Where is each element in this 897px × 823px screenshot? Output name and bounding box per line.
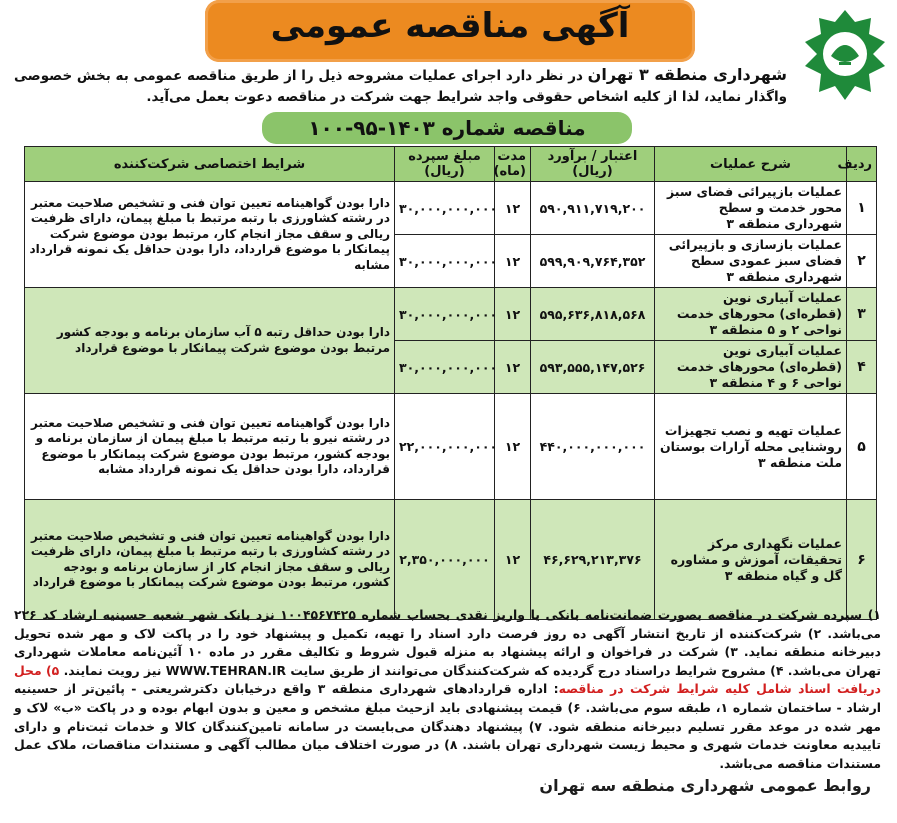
col-row: ردیف [847, 147, 877, 182]
table-row: ۲ عملیات بازسازی و بازپیرائی فضای سبز عمودی سطح شهرداری منطقه ۳ ۵۹۹,۹۰۹,۷۶۴,۳۵۲ ۱۲ ۳۰,۰۰۰,۰۰۰,۰۰۰ [25, 235, 877, 288]
signature: روابط عمومی شهرداری منطقه سه تهران [539, 776, 871, 795]
table-row: ۶ عملیات نگهداری مرکز تحقیقات، آموزش و مشاوره گل و گیاه منطقه ۳ ۴۶,۶۲۹,۲۱۳,۳۷۶ ۱۲ ۲,۳۵۰,۰۰۰,۰۰۰ دارا بودن گواهینامه تعیین توان فنی و تشخیص صلاحیت معتبر در رشته کشاورزی با رتبه مرتبط با مبلغ پیمان، دارای ظرفیت ریالی و سقف مجاز انجام کار از سازمان برنامه و بودجه کشور، مرتبط بودن موضوع شرکت پیمانکار با موضوع قرارداد [25, 500, 877, 620]
col-ops: شرح عملیات [655, 147, 847, 182]
requirements-group-1: دارا بودن گواهینامه تعیین توان فنی و تشخیص صلاحیت معتبر در رشته کشاورزی با رتبه مرتبط با مبلغ پیمان، دارای ظرفیت ریالی و سقف مجاز انجام کار، مرتبط بودن موضوع شرکت پیمانکار با موضوع قرارداد، دارا بودن حداقل یک نمونه قرارداد مشابه [25, 182, 395, 288]
table-header-row [25, 147, 877, 182]
col-deposit: مبلغ سپرده (ریال) [395, 147, 495, 182]
intro-lead: شهرداری منطقه ۳ تهران [587, 65, 787, 84]
notes-paragraph: ۱) سپرده شرکت در مناقصه بصورت ضمانت‌نامه بانکی یا واریز نقدی بحساب شماره ۱۰۰۴۵۶۷۴۲۵ نزد بانک شهر شعبه حسینیه ارشاد کد ۲۲۶ می‌باشد. ۲) شرکت‌کننده از تاریخ انتشار آگهی ده روز فرصت دارد اسناد را تهیه، تکمیل و پیشنهاد خود را در پاکت لاک و مهر شده تحویل دبیرخانه منطقه نماید. ۳) شرکت در فراخوان و ارائه پیشنهاد به منزله قبول شروط و تکالیف مقرر در ماده ۱۰ آئین‌نامه معاملات شهرداری تهران می‌باشد. ۴) مشروح شرایط دراسناد درج گردیده که شرکت‌کنندگان می‌توانند از طریق سایت WWW.TEHRAN.IR نیز رویت نمایند. ۵) محل دریافت اسناد شامل کلیه شرایط شرکت در مناقصه: اداره قراردادهای شهرداری منطقه ۳ واقع درخیابان دکترشریعتی - پائین‌تر از حسینیه ارشاد - ساختمان شماره ۱، طبقه سوم می‌باشد. ۶) قیمت پیشنهادی باید ازحیث مبلغ مشخص و معین و بدون ابهام بوده و در پاکت «ب» لاک و مهر شده در موعد مقرر تسلیم دبیرخانه منطقه شود. ۷) پیشنهاد دهندگان می‌بایست در سامانه تامین‌کنندگان کالا و خدمات ثبت‌نام و دارای تاییدیه معاونت خدمات شهری و محیط زیست شهرداری تهران باشند. ۸) در صورت اختلاف میان مطالب آگهی و مستندات مناقصات، ملاک عمل مستندات مناقصه می‌باشد. [14, 607, 881, 771]
intro-text: در نظر دارد اجرای عملیات مشروحه ذیل را از طریق مناقصه عمومی به بخش خصوصی واگذار نماید، لذا از کلیه اشخاص حقوقی واجد شرایط جهت شرکت در مناقصه دعوت بعمل می‌آید. [14, 68, 787, 105]
col-requirements: شرایط اختصاصی شرکت‌کننده [25, 147, 395, 182]
table-row: ۵ عملیات تهیه و نصب تجهیزات روشنایی محله آرارات بوستان ملت منطقه ۳ ۴۴۰,۰۰۰,۰۰۰,۰۰۰ ۱۲ ۲۲,۰۰۰,۰۰۰,۰۰۰ دارا بودن گواهینامه تعیین توان فنی و تشخیص صلاحیت معتبر در رشته نیرو با رتبه مرتبط با مبلغ پیمان از سازمان برنامه و بودجه کشور، مرتبط بودن موضوع شرکت پیمانکار با موضوع قرارداد، دارا بودن حداقل یک نمونه قرارداد مشابه [25, 394, 877, 500]
requirements-group-4: دارا بودن گواهینامه تعیین توان فنی و تشخیص صلاحیت معتبر در رشته کشاورزی با رتبه مرتبط با مبلغ پیمان، دارای ظرفیت ریالی و سقف مجاز انجام کار از سازمان برنامه و بودجه کشور، مرتبط بودن موضوع شرکت پیمانکار با موضوع قرارداد [25, 500, 395, 620]
table-row: ۱ عملیات بازپیرائی فضای سبز محور خدمت و سطح شهرداری منطقه ۳ ۵۹۰,۹۱۱,۷۱۹,۲۰۰ ۱۲ ۳۰,۰۰۰,۰۰۰,۰۰۰ دارا بودن گواهینامه تعیین توان فنی و تشخیص صلاحیت معتبر در رشته کشاورزی با رتبه مرتبط با مبلغ پیمان، دارای ظرفیت ریالی و سقف مجاز انجام کار، مرتبط بودن موضوع شرکت پیمانکار با موضوع قرارداد، دارا بودن حداقل یک نمونه قرارداد مشابه [25, 182, 877, 235]
documents-location-highlight: ۵) محل دریافت اسناد شامل کلیه شرایط شرکت در مناقصه [14, 662, 881, 697]
requirements-group-3: دارا بودن گواهینامه تعیین توان فنی و تشخیص صلاحیت معتبر در رشته نیرو با رتبه مرتبط با مبلغ پیمان از سازمان برنامه و بودجه کشور، مرتبط بودن موضوع شرکت پیمانکار با موضوع قرارداد، دارا بودن حداقل یک نمونه قرارداد مشابه [25, 394, 395, 500]
table-row: ۳ عملیات آبیاری نوین (قطره‌ای) محورهای خدمت نواحی ۲ و ۵ منطقه ۳ ۵۹۵,۶۳۶,۸۱۸,۵۶۸ ۱۲ ۳۰,۰۰۰,۰۰۰,۰۰۰ دارا بودن حداقل رتبه ۵ آب سازمان برنامه و بودجه کشور مرتبط بودن موضوع شرکت پیمانکار با موضوع قرارداد [25, 288, 877, 341]
title-banner [205, 0, 695, 62]
table-row: ۴ عملیات آبیاری نوین (قطره‌ای) محورهای خدمت نواحی ۶ و ۴ منطقه ۳ ۵۹۳,۵۵۵,۱۴۷,۵۲۶ ۱۲ ۳۰,۰۰۰,۰۰۰,۰۰۰ [25, 341, 877, 394]
col-budget: اعتبار / برآورد (ریال) [531, 147, 655, 182]
municipality-logo-icon [801, 6, 889, 104]
requirements-group-2: دارا بودن حداقل رتبه ۵ آب سازمان برنامه و بودجه کشور مرتبط بودن موضوع شرکت پیمانکار با موضوع قرارداد [25, 288, 395, 394]
page-title: آگهی مناقصه عمومی [270, 6, 630, 46]
intro-paragraph [14, 64, 787, 108]
col-duration: مدت (ماه) [495, 147, 531, 182]
tender-table [24, 146, 877, 620]
tender-number: مناقصه شماره ۱۴۰۳-۹۵-۱۰۰ [262, 112, 632, 144]
